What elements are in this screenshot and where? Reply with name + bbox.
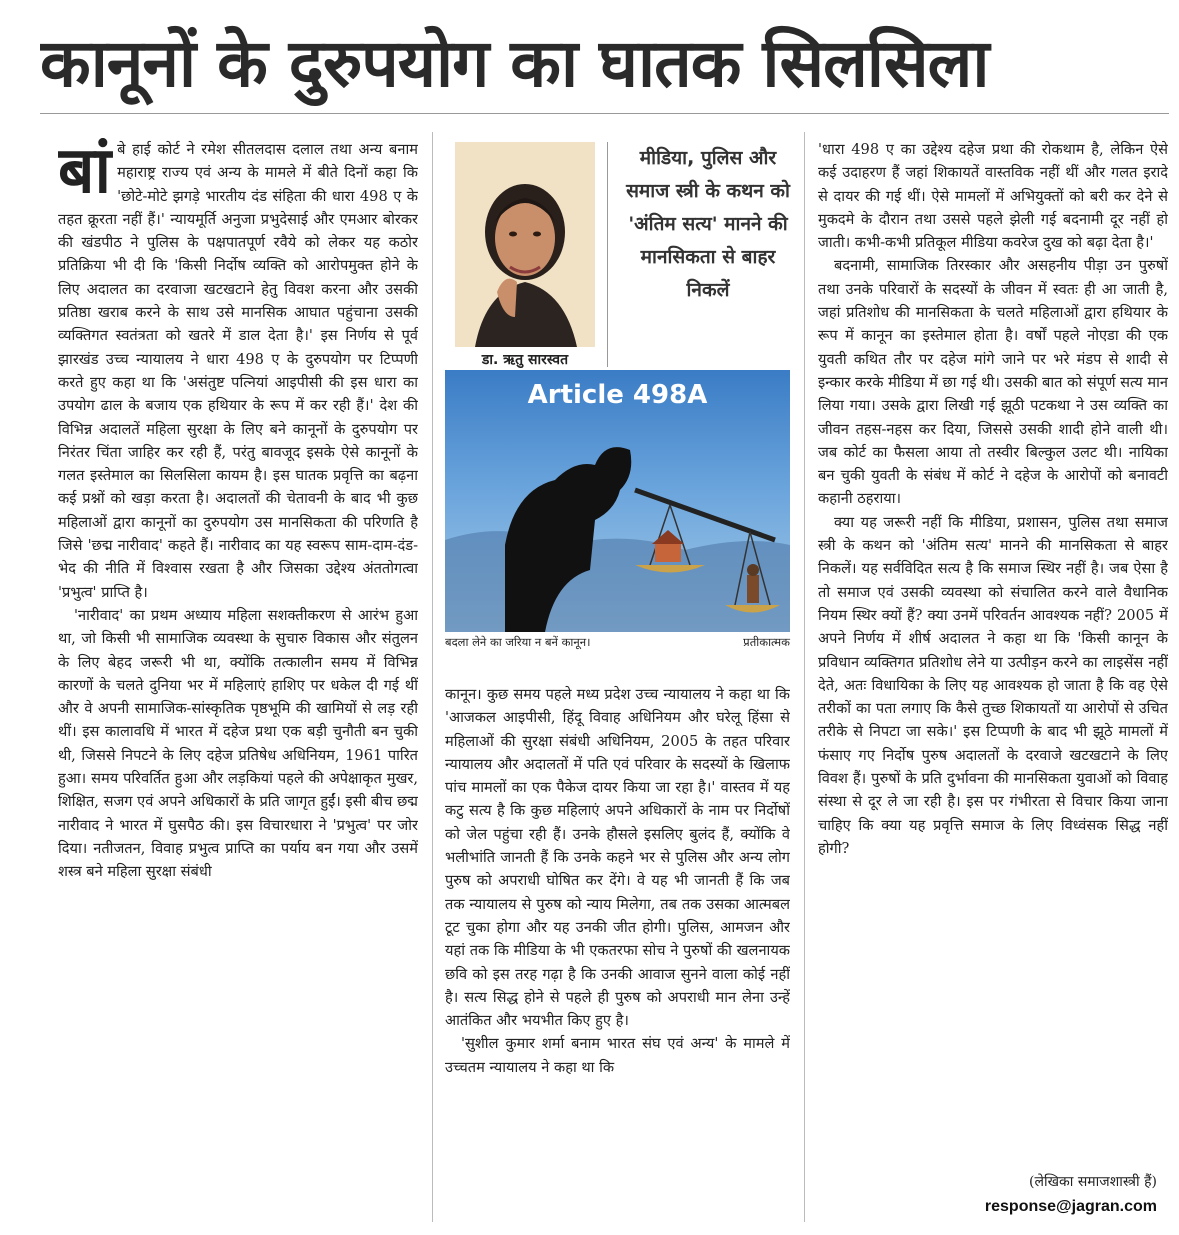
article-paragraph: कानून। कुछ समय पहले मध्य प्रदेश उच्च न्यायालय ने कहा था कि 'आजकल आइपीसी, हिंदू विवाह अधिनियम और घरेलू हिंसा से महिलाओं की सुरक्षा संबंधी अधिनियम, 2005 के तहत परिवार न्यायालय और अदालतों में पति एवं परिवार के सदस्यों के खिलाफ पांच मामलों का एक पैकेज दायर किया जा रहा है।' वास्तव में यह कटु सत्य है कि कुछ महिलाएं अपने अधिकारों के नाम पर निर्दोषों को जेल पहुंचा रही हैं। उनके हौसले इसलिए बुलंद हैं, क्योंकि वे भलीभांति जानती हैं कि उनके कहने भर से पुलिस और अन्य लोग पुरुष को अपराधी घोषित कर देंगे। वे यह भी जानती हैं कि जब तक न्यायालय से पुरुष को न्याय मिलेगा, तब तक उसका आत्मबल टूट चुका होगा और यह उनकी जीत होगी। पुलिस, आमजन और यहां तक कि मीडिया के भी एकतरफा सोच ने पुरुषों की खलनायक छवि को इस तरह गढ़ा है कि उनकी आवाज सुनने वाला कोई नहीं है। सत्य सिद्ध होने से पहले ही पुरुष को अपराधी मान लेना उन्हें आतंकित और भयभीत किए हुए है। — [445, 686, 790, 1030]
article-paragraph: 'धारा 498 ए का उद्देश्य दहेज प्रथा की रोकथाम है, लेकिन ऐसे कई उदाहरण हैं जहां शिकायतें वास्तविक नहीं थीं और गलत इरादे से दायर की गई थीं। ऐसे मामलों में अभियुक्तों को बरी कर देने से मुकदमे के दौरान तथा उससे पहले झेली गई बदनामी दूर नहीं हो जाती। कभी-कभी प्रतिकूल मीडिया कवरेज दुख को बढ़ा देता है।' — [818, 141, 1168, 252]
headline: कानूनों के दुरुपयोग का घातक सिलसिला — [40, 25, 989, 102]
image-tag: प्रतीकात्मक — [743, 635, 790, 649]
pull-quote: मीडिया, पुलिस और समाज स्त्री के कथन को 'अंतिम सत्य' मानने की मानसिकता से बाहर निकलें — [607, 142, 798, 367]
article-paragraph: 'नारीवाद' का प्रथम अध्याय महिला सशक्तीकरण से आरंभ हुआ था, जो किसी भी सामाजिक व्यवस्था के सुचारु विकास और संतुलन के लिए बेहद जरूरी भी था, क्योंकि तत्कालीन समय में विभिन्न कारणों के चलते दुनिया भर में महिलाएं हाशिए पर धकेल दी गई थीं और वे अपनी सामाजिक-सांस्कृतिक पृष्ठभूमि की खामियों से लड़ रही थीं। इस कालावधि में भारत में दहेज प्रथा एक बड़ी चुनौती बन चुकी थी, जिससे निपटने के लिए दहेज प्रतिषेध अधिनियम, 1961 पारित हुआ। समय परिवर्तित हुआ और लड़कियां पहले की अपेक्षाकृत मुखर, शिक्षित, सजग एवं अपने अधिकारों के प्रति जागृत हुईं। इसी बीच छद्म नारीवाद ने भारत में घुसपैठ की। इस विचारधारा ने 'प्रभुत्व' पर जोर दिया। नतीजतन, विवाह प्रभुत्व प्राप्ति का पर्याय बन गया और उसमें शस्त्र बने महिला सुरक्षा संबंधी — [58, 606, 418, 881]
article-paragraph: क्या यह जरूरी नहीं कि मीडिया, प्रशासन, पुलिस तथा समाज स्त्री के कथन को 'अंतिम सत्य' मानने की मानसिकता से बाहर निकलें। यह सर्वविदित सत्य है कि समाज स्थिर नहीं है। जब ऐसा है तो समाज एवं उसकी व्यवस्था को संचालित करने वाले वैधानिक नियम स्थिर क्यों हैं? क्या उनमें परिवर्तन आवश्यक नहीं? 2005 में अपने निर्णय में शीर्ष अदालत ने कहा था कि 'किसी कानून के प्रविधान व्यक्तिगत प्रतिशोध लेने या उत्पीड़न करने का लाइसेंस नहीं देते, अतः विधायिका के लिए यह आवश्यक हो जाता है कि वह ऐसे तरीकों का पता लगाए कि कैसे तुच्छ शिकायतों या आरोपों से उचित तरीके से निपटा जा सके।' इस टिप्पणी के बाद भी झूठे मामलों में फंसाए गए निर्दोष पुरुष अदालतों के दरवाजे खटखटाने के लिए विवश हैं। पुरुषों के प्रति दुर्भावना की मानसिकता युवाओं को विवाह संस्था से दूर ले जा रही है। इस पर गंभीरता से विचार किया जाना चाहिए कि क्या यह प्रवृत्ति समाज के लिए विध्वंसक सिद्ध नहीं होगी? — [818, 513, 1168, 857]
column-divider-1 — [432, 132, 433, 1222]
article-column-1 — [58, 138, 418, 1218]
article-column-3 — [818, 138, 1168, 1198]
drop-cap: बां — [58, 138, 112, 208]
author-byline: (लेखिका समाजशास्त्री हैं) — [1028, 1174, 1157, 1190]
headline-rule — [40, 113, 1169, 114]
article-column-2 — [445, 683, 790, 1218]
article-paragraph: 'सुशील कुमार शर्मा बनाम भारत संघ एवं अन्य' के मामले में उच्चतम न्यायालय ने कहा था कि — [445, 1035, 790, 1076]
article-paragraph: बदनामी, सामाजिक तिरस्कार और असहनीय पीड़ा उन पुरुषों तथा उनके परिवारों के सदस्यों के जीवन में स्वतः ही आ जाती है, जहां प्रतिशोध की मानसिकता के चलते महिलाओं द्वारा हथियार के रूप में कानून का इस्तेमाल होता है। वर्षों पहले नोएडा की एक युवती कथित तौर पर दहेज मांगे जाने पर भरे मंडप से शादी से इन्कार करके मीडिया में छा गई थी। उसकी बात को संपूर्ण सत्य मान लिया गया। उसके द्वारा लिखी गई झूठी पटकथा ने उस व्यक्ति का जीवन तहस-नहस कर दिया, जिससे उसकी शादी होने वाली थी। जब कोर्ट का फैसला आया तो तस्वीर बिल्कुल उलट थी। नायिका बन चुकी युवती के संबंध में कोर्ट ने दहेज के आरोपों को बनावटी कहानी ठहराया। — [818, 257, 1168, 508]
feature-box — [445, 132, 790, 665]
article-paragraph: बांबे हाई कोर्ट ने रमेश सीतलदास दलाल तथा अन्य बनाम महाराष्ट्र राज्य एवं अन्य के मामले में बीते दिनों कहा कि 'छोटे-मोटे झगड़े भारतीय दंड संहिता की धारा 498 ए के तहत क्रूरता नहीं हैं।' न्यायमूर्ति अनुजा प्रभुदेसाई और एमआर बोरकर की खंडपीठ ने पुलिस के पक्षपातपूर्ण रवैये को लेकर यह कठोर प्रतिक्रिया भी दी कि 'किसी निर्दोष व्यक्ति को आरोपमुक्त होने के लिए अदालत का दरवाजा खटखटाने हेतु विवश करना और उसकी प्रतिष्ठा खराब करने के साथ उसे मानसिक आघात पहुंचाना उसकी व्यक्तिगत स्वतंत्रता को खतरे में डाल देता है।' इस निर्णय से पूर्व झारखंड उच्च न्यायालय ने धारा 498 ए के दुरुपयोग पर टिप्पणी करते हुए कहा था कि 'असंतुष्ट पत्नियां आइपीसी की इस धारा का उपयोग ढाल के बजाय एक हथियार के रूप में कर रही हैं।' देश की विभिन्न अदालतें महिला सुरक्षा के लिए बने कानूनों के दुरुपयोग पर निरंतर चिंता जाहिर कर रही हैं, परंतु बावजूद इसके ऐसे कानूनों के गलत इस्तेमाल का सिलसिला कायम है। इस घातक प्रवृत्ति का बढ़ना कई प्रश्नों को खड़ा करता है। अदालतों की चेतावनी के बाद भी कुछ महिलाओं द्वारा कानूनों का दुरुपयोग उस मानसिकता की परिणति है जिसे 'छद्म नारीवाद' कहते हैं। नारीवाद का यह स्वरूप साम-दाम-दंड-भेद की नीति में विश्वास रखता है और जिसका उद्देश्य अंततोगत्वा 'प्रभुत्व' प्राप्ति है। — [58, 138, 418, 601]
image-caption: बदला लेने का जरिया न बनें कानून। — [445, 635, 591, 649]
column-divider-2 — [804, 132, 805, 1222]
scales-of-justice-icon — [445, 370, 790, 632]
article-illustration — [445, 370, 790, 632]
author-name: डा. ऋतु सारस्वत — [481, 352, 569, 368]
illustration-title: Article 498A — [527, 380, 708, 410]
author-photo — [455, 142, 595, 347]
response-email: response@jagran.com — [984, 1198, 1157, 1215]
author-portrait-icon — [455, 142, 595, 347]
